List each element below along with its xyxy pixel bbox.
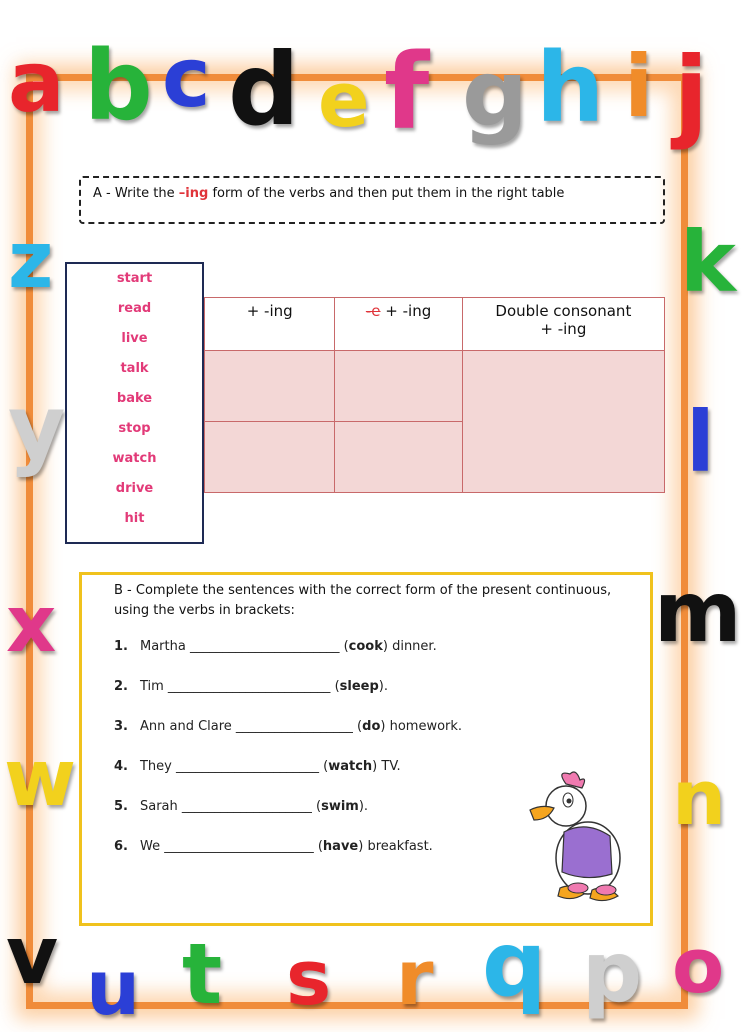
letter-z: z [8, 216, 54, 306]
letter-t: t [182, 925, 223, 1023]
verb-hit: hit [124, 511, 145, 526]
struck-e: -e [365, 302, 381, 320]
letter-o: o [672, 921, 725, 1010]
table-cell[interactable] [462, 351, 664, 493]
sentence-2: 2. Tim _________________________ (sleep). [114, 679, 388, 694]
letter-h: h [536, 32, 605, 144]
letter-c: c [162, 31, 211, 126]
letter-v: v [6, 909, 59, 1002]
col-minus-e-plus-ing: -e + -ing [335, 298, 462, 351]
sentence-1: 1. Martha _______________________ (cook) dinner. [114, 639, 437, 654]
verb-read: read [117, 301, 152, 316]
duck-illustration [526, 770, 632, 908]
letter-w: w [4, 734, 77, 824]
letter-n: n [672, 753, 727, 842]
letter-k: k [680, 213, 736, 311]
instruction-pre: A - Write the [93, 186, 179, 201]
verb-talk: talk [120, 361, 149, 376]
letter-r: r [396, 933, 434, 1022]
section-a-instruction [93, 186, 564, 201]
table-cell[interactable] [335, 351, 462, 422]
sentence-6: 6. We _______________________ (have) breakfast. [114, 839, 433, 854]
table-cell[interactable] [335, 422, 462, 493]
letter-p: p [582, 923, 643, 1021]
letter-f: f [384, 31, 430, 153]
letter-a: a [8, 33, 65, 131]
verb-live: live [121, 331, 148, 346]
instruction-ing: –ing [178, 186, 209, 201]
verb-start: start [116, 271, 153, 286]
instruction-post: form of the verbs and then put them in the right table [208, 186, 565, 201]
table-cell[interactable] [205, 422, 335, 493]
letter-q: q [482, 912, 547, 1017]
table-cell[interactable] [205, 351, 335, 422]
letter-u: u [86, 943, 141, 1032]
ing-table [204, 297, 665, 493]
sentence-4: 4. They ______________________ (watch) TV. [114, 759, 401, 774]
sentence-5: 5. Sarah ____________________ (swim). [114, 799, 369, 814]
verb-list-box [65, 262, 204, 544]
letter-d: d [228, 31, 300, 148]
verb-stop: stop [118, 421, 151, 436]
letter-x: x [6, 580, 57, 670]
letter-g: g [462, 40, 528, 147]
verb-watch: watch [112, 451, 157, 466]
verb-bake: bake [116, 391, 153, 406]
letter-i: i [624, 37, 654, 137]
section-b-instruction: B - Complete the sentences with the correct form of the present continuous, using the verbs in brackets: [114, 583, 612, 618]
section-a-box [79, 176, 665, 224]
letter-l: l [686, 393, 715, 491]
letter-s: s [286, 933, 332, 1022]
verb-drive: drive [115, 481, 154, 496]
letter-b: b [84, 30, 153, 142]
letter-m: m [654, 563, 742, 661]
sentence-3: 3. Ann and Clare __________________ (do) homework. [114, 719, 463, 734]
col-double-consonant: Double consonant + -ing [462, 298, 664, 351]
letter-j: j [674, 35, 709, 152]
col-plus-ing: + -ing [205, 298, 335, 351]
letter-e: e [318, 55, 370, 144]
letter-y: y [8, 376, 66, 479]
